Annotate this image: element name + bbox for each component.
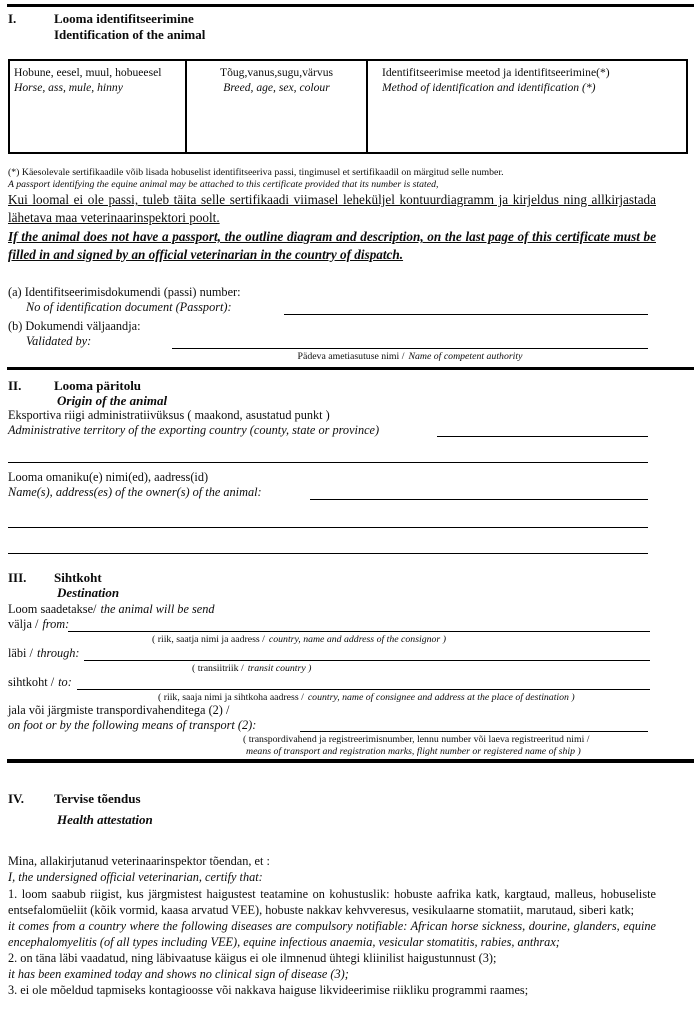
transport-line — [300, 731, 648, 732]
territory-line-2 — [8, 462, 648, 463]
from-label-et: välja / — [8, 617, 39, 631]
table-col-animal-en: Horse, ass, mule, hinny — [14, 80, 123, 94]
table-col-method-et: Identifitseerimise meetod ja identifitseerimine(*) — [382, 66, 610, 79]
attestation-intro-et: Mina, allakirjutanud veterinaarinspektor tõendan, et : — [8, 854, 270, 868]
owner-label-et: Looma omaniku(e) nimi(ed), aadress(id) — [8, 470, 209, 484]
authority-caption-et: Pädeva ametiasutuse nimi / — [297, 351, 405, 362]
table-col-method — [368, 61, 686, 152]
section3-title-en: Destination — [57, 585, 120, 600]
to-caption-en: country, name of consignee and address at the place of destination ) — [307, 692, 575, 703]
section2-title-en: Origin of the animal — [57, 393, 168, 408]
owner-line-3 — [8, 553, 648, 554]
authority-caption-en: Name of competent authority — [408, 351, 523, 362]
section1-title-en: Identification of the animal — [54, 27, 206, 42]
top-rule — [7, 4, 694, 7]
through-caption-et: ( transiitriik / — [192, 663, 244, 674]
field-b-label-et: (b) Dokumendi väljaandja: — [8, 319, 141, 333]
through-line — [84, 660, 650, 661]
attestation-item2-et: 2. on täna läbi vaadatud, ning läbivaatuse käigus ei ole ilmnenud ühtegi kliinilist haigustunnust (3); — [8, 951, 497, 965]
from-caption — [152, 634, 446, 646]
to-label-et: sihtkoht / — [8, 675, 55, 689]
transport-caption-et: ( transpordivahend ja registreerimisnumber, lennu number või laeva registreeritud nimi / — [243, 734, 590, 745]
validated-by-line — [172, 348, 648, 349]
attestation-item3-et: 3. ei ole mõeldud tapmiseks kontagioosse või nakkava haiguse likvideerimise riikliku programmi raames; — [8, 983, 529, 997]
identification-table — [8, 59, 688, 154]
table-col-breed-et: Tõug,vanus,sugu,värvus — [219, 66, 334, 79]
from-caption-et: ( riik, saatja nimi ja aadress / — [152, 634, 265, 645]
table-col-animal-et: Hobune, eesel, muul, hobueesel — [14, 66, 162, 79]
section4-number: IV. — [8, 791, 25, 806]
no-passport-note-et: Kui loomal ei ole passi, tuleb täita selle sertifikaadi viimasel leheküljel kontuurdiagramm ja kirjeldus ning allkirjastada lähetava maa veterinaarinspektori poolt. — [8, 192, 656, 225]
section2-title-et: Looma päritolu — [54, 378, 142, 393]
to-label-en: to: — [58, 675, 72, 689]
transport-label-et: jala või järgmiste transpordivahenditega (2) / — [8, 703, 230, 717]
from-label — [8, 617, 69, 632]
territory-line — [437, 436, 648, 437]
attestation-item1-en: it comes from a country where the following diseases are compulsory notifiable: African horse sickness, dourine, glanders, equine encephalomyelitis (of all types including VEE), equine infectious anaemia, vesicular stomatitis, rabies, anthrax; — [8, 919, 656, 949]
section3-number: III. — [8, 570, 27, 585]
section1-number: I. — [8, 11, 17, 26]
attestation-intro-en: I, the undersigned official veterinarian, certify that: — [8, 870, 263, 884]
to-line — [77, 689, 650, 690]
through-caption-en: transit country ) — [247, 663, 312, 674]
through-caption — [192, 663, 311, 675]
territory-label-en: Administrative territory of the exporting country (county, state or province) — [8, 423, 380, 437]
table-col-breed — [187, 61, 368, 152]
attestation-body — [8, 886, 656, 998]
destination-intro-en: the animal will be send — [100, 602, 215, 616]
transport-caption-en: means of transport and registration marks, flight number or registered name of ship ) — [246, 746, 581, 757]
passport-footnote-et: (*) Käesolevale sertifikaadile võib lisada hobuselist identifitseeriva passi, tingimusel et sertifikaadil on märgitud selle number. — [8, 167, 504, 178]
through-label-en: through: — [36, 646, 80, 660]
attestation-item1-et: 1. loom saabub riigist, kus järgmistest haigustest teatamine on kohustuslik: hobuste aafrika katk, kargtaud, malleus, hobuseliste entsefalomüeliit (kõik vormid, kaasa arvatud VEE), hobuste nakkav kehvveresus, vesikulaarne stomatiit, marutaud, siberi katk; — [8, 887, 656, 917]
owner-line — [310, 499, 648, 500]
section2-number: II. — [8, 378, 22, 393]
passport-footnote-en: A passport identifying the equine animal may be attached to this certificate provided that its number is stated, — [8, 179, 439, 190]
field-b-label-en: Validated by: — [26, 334, 92, 348]
to-label — [8, 675, 72, 690]
no-passport-note-en: If the animal does not have a passport, the outline diagram and description, on the last page of this certificate must be filled in and signed by an official veterinarian in the country of dispatch. — [8, 229, 656, 262]
table-col-breed-en: Breed, age, sex, colour — [223, 80, 330, 94]
section4-title-et: Tervise tõendus — [54, 791, 141, 806]
to-caption — [158, 692, 575, 704]
transport-label-en: on foot or by the following means of transport (2): — [8, 718, 257, 732]
field-a-label-et: (a) Identifitseerimisdokumendi (passi) number: — [8, 285, 241, 299]
owner-label-en: Name(s), address(es) of the owner(s) of the animal: — [8, 485, 262, 499]
section3-title-et: Sihtkoht — [54, 570, 102, 585]
authority-caption — [172, 351, 648, 363]
section1-title-et: Looma identifitseerimine — [54, 11, 194, 26]
from-label-en: from: — [42, 617, 70, 631]
to-caption-et: ( riik, saaja nimi ja sihtkoha aadress / — [158, 692, 304, 703]
from-caption-en: country, name and address of the consignor ) — [268, 634, 446, 645]
through-label-et: läbi / — [8, 646, 33, 660]
passport-number-line — [284, 314, 648, 315]
table-col-method-en: Method of identification and identification (*) — [382, 80, 596, 94]
through-label — [8, 646, 80, 661]
table-col-animal — [10, 61, 187, 152]
destination-intro — [8, 602, 215, 617]
attestation-item2-en: it has been examined today and shows no clinical sign of disease (3); — [8, 967, 349, 981]
destination-intro-et: Loom saadetakse/ — [8, 602, 97, 616]
section2-rule — [7, 367, 694, 370]
owner-line-2 — [8, 527, 648, 528]
territory-label-et: Eksportiva riigi administratiivüksus ( maakond, asustatud punkt ) — [8, 408, 330, 422]
section4-title-en: Health attestation — [57, 812, 153, 827]
field-a-label-en: No of identification document (Passport): — [26, 300, 232, 314]
from-line — [68, 631, 650, 632]
section4-rule — [7, 759, 694, 763]
